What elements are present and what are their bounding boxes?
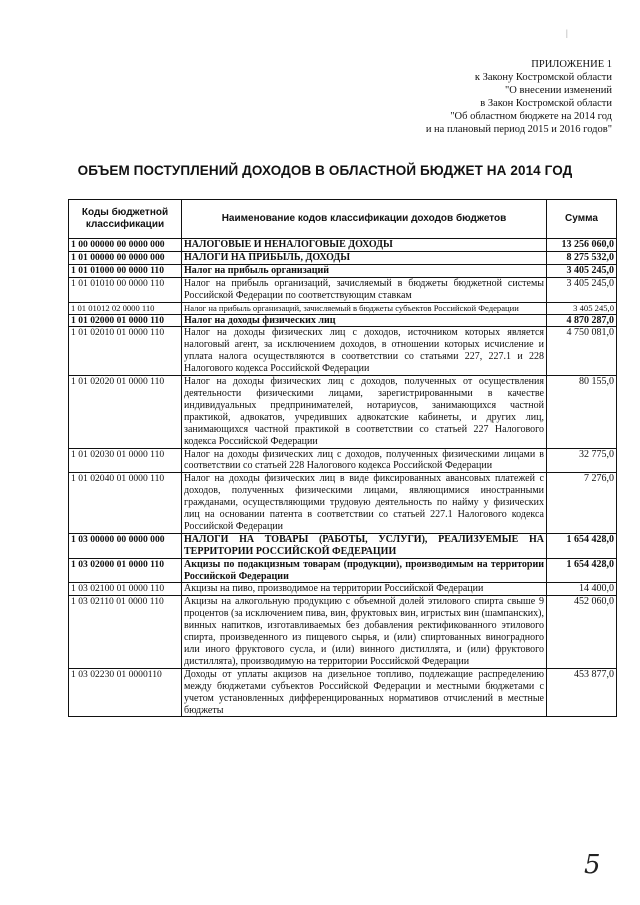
appendix-line: "О внесении изменений bbox=[505, 85, 612, 96]
scan-mark: | bbox=[566, 28, 568, 38]
row-sum: 7 276,0 bbox=[547, 473, 617, 534]
row-sum: 80 155,0 bbox=[547, 376, 617, 448]
row-code: 1 03 00000 00 0000 000 bbox=[69, 533, 182, 558]
row-sum: 453 877,0 bbox=[547, 668, 617, 717]
row-code: 1 03 02110 01 0000 110 bbox=[69, 596, 182, 668]
row-name: НАЛОГОВЫЕ И НЕНАЛОГОВЫЕ ДОХОДЫ bbox=[182, 239, 547, 252]
header-name: Наименование кодов классификации доходов бюджетов bbox=[182, 200, 547, 239]
row-name: Налог на прибыль организаций, зачисляемый в бюджеты субъектов Российской Федерации bbox=[182, 302, 547, 314]
row-code: 1 01 01012 02 0000 110 bbox=[69, 302, 182, 314]
row-sum: 14 400,0 bbox=[547, 583, 617, 596]
row-sum: 1 654 428,0 bbox=[547, 558, 617, 583]
row-name: НАЛОГИ НА ТОВАРЫ (РАБОТЫ, УСЛУГИ), РЕАЛИЗУЕМЫЕ НА ТЕРРИТОРИИ РОССИЙСКОЙ ФЕДЕРАЦИИ bbox=[182, 533, 547, 558]
row-name: НАЛОГИ НА ПРИБЫЛЬ, ДОХОДЫ bbox=[182, 251, 547, 264]
table-row bbox=[69, 533, 617, 558]
table-row bbox=[69, 668, 617, 717]
row-name: Акцизы на пиво, производимое на территории Российской Федерации bbox=[182, 583, 547, 596]
row-name: Налог на доходы физических лиц с доходов, полученных от осуществления деятельности физическими лицами, зарегистрированными в качестве индивидуальных предпринимателей, нотариусов, занимающихся частной практикой, адвокатов, учредивших адвокатские кабинеты, и других лиц, занимающихся частной практикой в соответствии со статьей 227 Налогового кодекса Российской Федерации bbox=[182, 376, 547, 448]
table-row bbox=[69, 376, 617, 448]
table-row bbox=[69, 596, 617, 668]
table-row bbox=[69, 314, 617, 327]
row-code: 1 01 02040 01 0000 110 bbox=[69, 473, 182, 534]
row-code: 1 00 00000 00 0000 000 bbox=[69, 239, 182, 252]
row-name: Налог на прибыль организаций bbox=[182, 264, 547, 277]
row-code: 1 01 02010 01 0000 110 bbox=[69, 327, 182, 376]
document-title: ОБЪЕМ ПОСТУПЛЕНИЙ ДОХОДОВ В ОБЛАСТНОЙ БЮДЖЕТ НА 2014 ГОД bbox=[77, 163, 573, 178]
row-name: Налог на доходы физических лиц bbox=[182, 314, 547, 327]
row-sum: 3 405 245,0 bbox=[547, 302, 617, 314]
appendix-line: и на плановый период 2015 и 2016 годов" bbox=[425, 124, 612, 135]
revenue-table bbox=[68, 199, 617, 717]
table-row bbox=[69, 558, 617, 583]
appendix-line: в Закон Костромской области bbox=[480, 98, 612, 109]
row-sum: 3 405 245,0 bbox=[547, 277, 617, 302]
row-sum: 1 654 428,0 bbox=[547, 533, 617, 558]
row-code: 1 01 02020 01 0000 110 bbox=[69, 376, 182, 448]
row-code: 1 01 00000 00 0000 000 bbox=[69, 251, 182, 264]
table-row bbox=[69, 264, 617, 277]
row-sum: 13 256 060,0 bbox=[547, 239, 617, 252]
row-sum: 4 870 287,0 bbox=[547, 314, 617, 327]
row-code: 1 01 02030 01 0000 110 bbox=[69, 448, 182, 473]
table-row bbox=[69, 302, 617, 314]
appendix-header bbox=[312, 58, 612, 136]
row-code: 1 01 01010 00 0000 110 bbox=[69, 277, 182, 302]
header-sum: Сумма bbox=[547, 200, 617, 239]
appendix-line: к Закону Костромской области bbox=[474, 72, 612, 83]
row-sum: 8 275 532,0 bbox=[547, 251, 617, 264]
row-sum: 32 775,0 bbox=[547, 448, 617, 473]
table-row bbox=[69, 239, 617, 252]
row-name: Акцизы по подакцизным товарам (продукции), производимым на территории Российской Федерации bbox=[182, 558, 547, 583]
table-row bbox=[69, 327, 617, 376]
row-name: Акцизы на алкогольную продукцию с объемной долей этилового спирта свыше 9 процентов (за исключением пива, вин, фруктовых вин, игристых вин (шампанских), винных напитков, изготавливаемых без добавления ректификованного этилового спирта, произведенного из пищевого сырья, и (или) спиртованных виноградного или иного фруктового сусла, и (или) винного дистиллята, и (или) фруктового дистиллята), производимую на территории Российской Федерации bbox=[182, 596, 547, 668]
row-sum: 4 750 081,0 bbox=[547, 327, 617, 376]
row-code: 1 01 02000 01 0000 110 bbox=[69, 314, 182, 327]
table-row bbox=[69, 277, 617, 302]
appendix-line: ПРИЛОЖЕНИЕ 1 bbox=[531, 59, 612, 70]
row-sum: 3 405 245,0 bbox=[547, 264, 617, 277]
table-header-row bbox=[69, 200, 617, 239]
row-name: Налог на доходы физических лиц с доходов, полученных физическими лицами в соответствии со статьей 228 Налогового кодекса Российской Федерации bbox=[182, 448, 547, 473]
row-name: Доходы от уплаты акцизов на дизельное топливо, подлежащие распределению между бюджетами субъектов Российской Федерации и местными бюджетами с учетом установленных дифференцированных нормативов отчислений в местные бюджеты bbox=[182, 668, 547, 717]
table-row bbox=[69, 473, 617, 534]
header-code: Коды бюджетной классификации bbox=[69, 200, 182, 239]
row-sum: 452 060,0 bbox=[547, 596, 617, 668]
table-row bbox=[69, 448, 617, 473]
page-number: 5 bbox=[584, 850, 601, 880]
row-code: 1 03 02000 01 0000 110 bbox=[69, 558, 182, 583]
row-name: Налог на доходы физических лиц в виде фиксированных авансовых платежей с доходов, полученных физическими лицами, являющимися иностранными гражданами, осуществляющими трудовую деятельность по найму у физических лиц на основании патента в соответствии со статьей 227.1 Налогового кодекса Российской Федерации bbox=[182, 473, 547, 534]
row-name: Налог на доходы физических лиц с доходов, источником которых является налоговый агент, за исключением доходов, в отношении которых исчисление и уплата налога осуществляются в соответствии со статьями 227, 227.1 и 228 Налогового кодекса Российской Федерации bbox=[182, 327, 547, 376]
appendix-line: "Об областном бюджете на 2014 год bbox=[450, 111, 612, 122]
row-name: Налог на прибыль организаций, зачисляемый в бюджеты бюджетной системы Российской Федерации по соответствующим ставкам bbox=[182, 277, 547, 302]
row-code: 1 03 02100 01 0000 110 bbox=[69, 583, 182, 596]
table-row bbox=[69, 251, 617, 264]
row-code: 1 01 01000 00 0000 110 bbox=[69, 264, 182, 277]
row-code: 1 03 02230 01 0000110 bbox=[69, 668, 182, 717]
table-row bbox=[69, 583, 617, 596]
